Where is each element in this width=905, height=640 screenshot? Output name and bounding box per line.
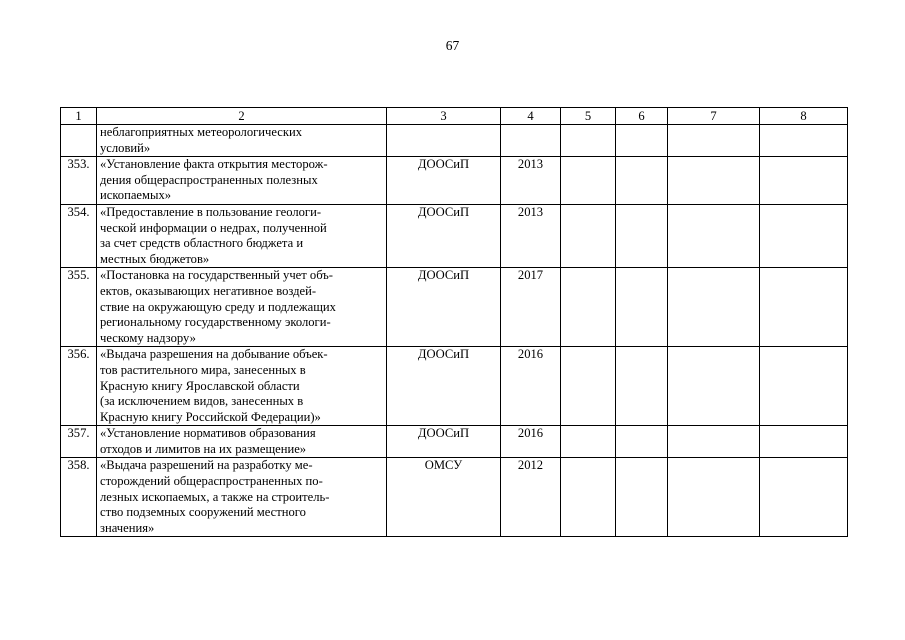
empty-cell-col-8 bbox=[760, 347, 848, 426]
service-name-line: (за исключением видов, занесенных в bbox=[100, 394, 304, 409]
service-name bbox=[97, 458, 387, 537]
year: 2016 bbox=[501, 347, 561, 426]
empty-cell-col-8 bbox=[760, 204, 848, 267]
empty-cell-col-5 bbox=[561, 458, 616, 537]
service-name bbox=[97, 426, 387, 458]
service-name-line: «Установление нормативов образования bbox=[100, 426, 316, 441]
service-name bbox=[97, 204, 387, 267]
responsible-body: ДООСиП bbox=[387, 347, 501, 426]
table-row bbox=[61, 347, 848, 426]
service-name-line: лезных ископаемых, а также на строитель- bbox=[100, 489, 330, 504]
column-header: 2 bbox=[97, 108, 387, 125]
empty-cell-col-7 bbox=[668, 426, 760, 458]
empty-cell-col-6 bbox=[616, 204, 668, 267]
empty-cell-col-8 bbox=[760, 426, 848, 458]
service-name-line: «Выдача разрешения на добывание объек- bbox=[100, 347, 328, 362]
empty-cell-col-5 bbox=[561, 125, 616, 157]
empty-cell-col-6 bbox=[616, 426, 668, 458]
service-name-line: ческой информации о недрах, полученной bbox=[100, 220, 327, 235]
service-name-line: «Установление факта открытия месторож- bbox=[100, 157, 328, 172]
responsible-body: ДООСиП bbox=[387, 157, 501, 205]
service-name-line: «Выдача разрешений на разработку ме- bbox=[100, 458, 313, 473]
column-header: 5 bbox=[561, 108, 616, 125]
year: 2013 bbox=[501, 157, 561, 205]
empty-cell-col-5 bbox=[561, 204, 616, 267]
service-name-line: местных бюджетов» bbox=[100, 251, 210, 266]
year: 2017 bbox=[501, 268, 561, 347]
service-name-line: ствие на окружающую среду и подлежащих bbox=[100, 299, 336, 314]
empty-cell-col-7 bbox=[668, 458, 760, 537]
service-name-line: «Постановка на государственный учет объ- bbox=[100, 268, 334, 283]
empty-cell-col-5 bbox=[561, 157, 616, 205]
service-name-line: ческому надзору» bbox=[100, 330, 196, 345]
empty-cell-col-8 bbox=[760, 125, 848, 157]
responsible-body: ДООСиП bbox=[387, 204, 501, 267]
empty-cell-col-8 bbox=[760, 157, 848, 205]
service-name-line: региональному государственному экологи- bbox=[100, 315, 331, 330]
row-number: 356. bbox=[61, 347, 97, 426]
service-name bbox=[97, 125, 387, 157]
service-name-line: отходов и лимитов на их размещение» bbox=[100, 441, 307, 456]
row-number: 353. bbox=[61, 157, 97, 205]
service-name-line: сторождений общераспространенных по- bbox=[100, 474, 323, 489]
empty-cell-col-6 bbox=[616, 347, 668, 426]
empty-cell-col-8 bbox=[760, 268, 848, 347]
row-number: 357. bbox=[61, 426, 97, 458]
year bbox=[501, 125, 561, 157]
empty-cell-col-7 bbox=[668, 268, 760, 347]
empty-cell-col-6 bbox=[616, 268, 668, 347]
table-header-row bbox=[61, 108, 848, 125]
table-row bbox=[61, 157, 848, 205]
responsible-body: ДООСиП bbox=[387, 268, 501, 347]
service-name-line: ектов, оказывающих негативное воздей- bbox=[100, 283, 317, 298]
service-name-line: ископаемых» bbox=[100, 188, 172, 203]
page-number: 67 bbox=[445, 38, 460, 53]
year: 2013 bbox=[501, 204, 561, 267]
responsible-body: ОМСУ bbox=[387, 458, 501, 537]
empty-cell-col-7 bbox=[668, 125, 760, 157]
row-number: 354. bbox=[61, 204, 97, 267]
empty-cell-col-7 bbox=[668, 204, 760, 267]
service-name-line: дения общераспространенных полезных bbox=[100, 172, 318, 187]
service-name bbox=[97, 157, 387, 205]
responsible-body bbox=[387, 125, 501, 157]
column-header: 8 bbox=[760, 108, 848, 125]
table-row bbox=[61, 458, 848, 537]
empty-cell-col-5 bbox=[561, 426, 616, 458]
service-name bbox=[97, 268, 387, 347]
row-number: 358. bbox=[61, 458, 97, 537]
service-name-line: неблагоприятных метеорологических bbox=[100, 125, 303, 139]
service-name-line: Красную книгу Российской Федерации)» bbox=[100, 409, 321, 424]
services-table bbox=[60, 107, 848, 537]
service-name bbox=[97, 347, 387, 426]
service-name-line: ство подземных сооружений местного bbox=[100, 505, 306, 520]
service-name-line: «Предоставление в пользование геологи- bbox=[100, 204, 322, 219]
empty-cell-col-6 bbox=[616, 157, 668, 205]
row-number bbox=[61, 125, 97, 157]
empty-cell-col-8 bbox=[760, 458, 848, 537]
responsible-body: ДООСиП bbox=[387, 426, 501, 458]
service-name-line: Красную книгу Ярославской области bbox=[100, 378, 300, 393]
empty-cell-col-6 bbox=[616, 125, 668, 157]
service-name-line: значения» bbox=[100, 520, 155, 535]
service-name-line: за счет средств областного бюджета и bbox=[100, 236, 304, 251]
year: 2012 bbox=[501, 458, 561, 537]
table-row bbox=[61, 125, 848, 157]
column-header: 3 bbox=[387, 108, 501, 125]
empty-cell-col-7 bbox=[668, 347, 760, 426]
table-row bbox=[61, 268, 848, 347]
column-header: 7 bbox=[668, 108, 760, 125]
year: 2016 bbox=[501, 426, 561, 458]
column-header: 1 bbox=[61, 108, 97, 125]
empty-cell-col-5 bbox=[561, 347, 616, 426]
column-header: 6 bbox=[616, 108, 668, 125]
column-header: 4 bbox=[501, 108, 561, 125]
empty-cell-col-5 bbox=[561, 268, 616, 347]
empty-cell-col-6 bbox=[616, 458, 668, 537]
table-row bbox=[61, 204, 848, 267]
row-number: 355. bbox=[61, 268, 97, 347]
service-name-line: тов растительного мира, занесенных в bbox=[100, 362, 306, 377]
table-row bbox=[61, 426, 848, 458]
empty-cell-col-7 bbox=[668, 157, 760, 205]
service-name-line: условий» bbox=[100, 140, 151, 155]
